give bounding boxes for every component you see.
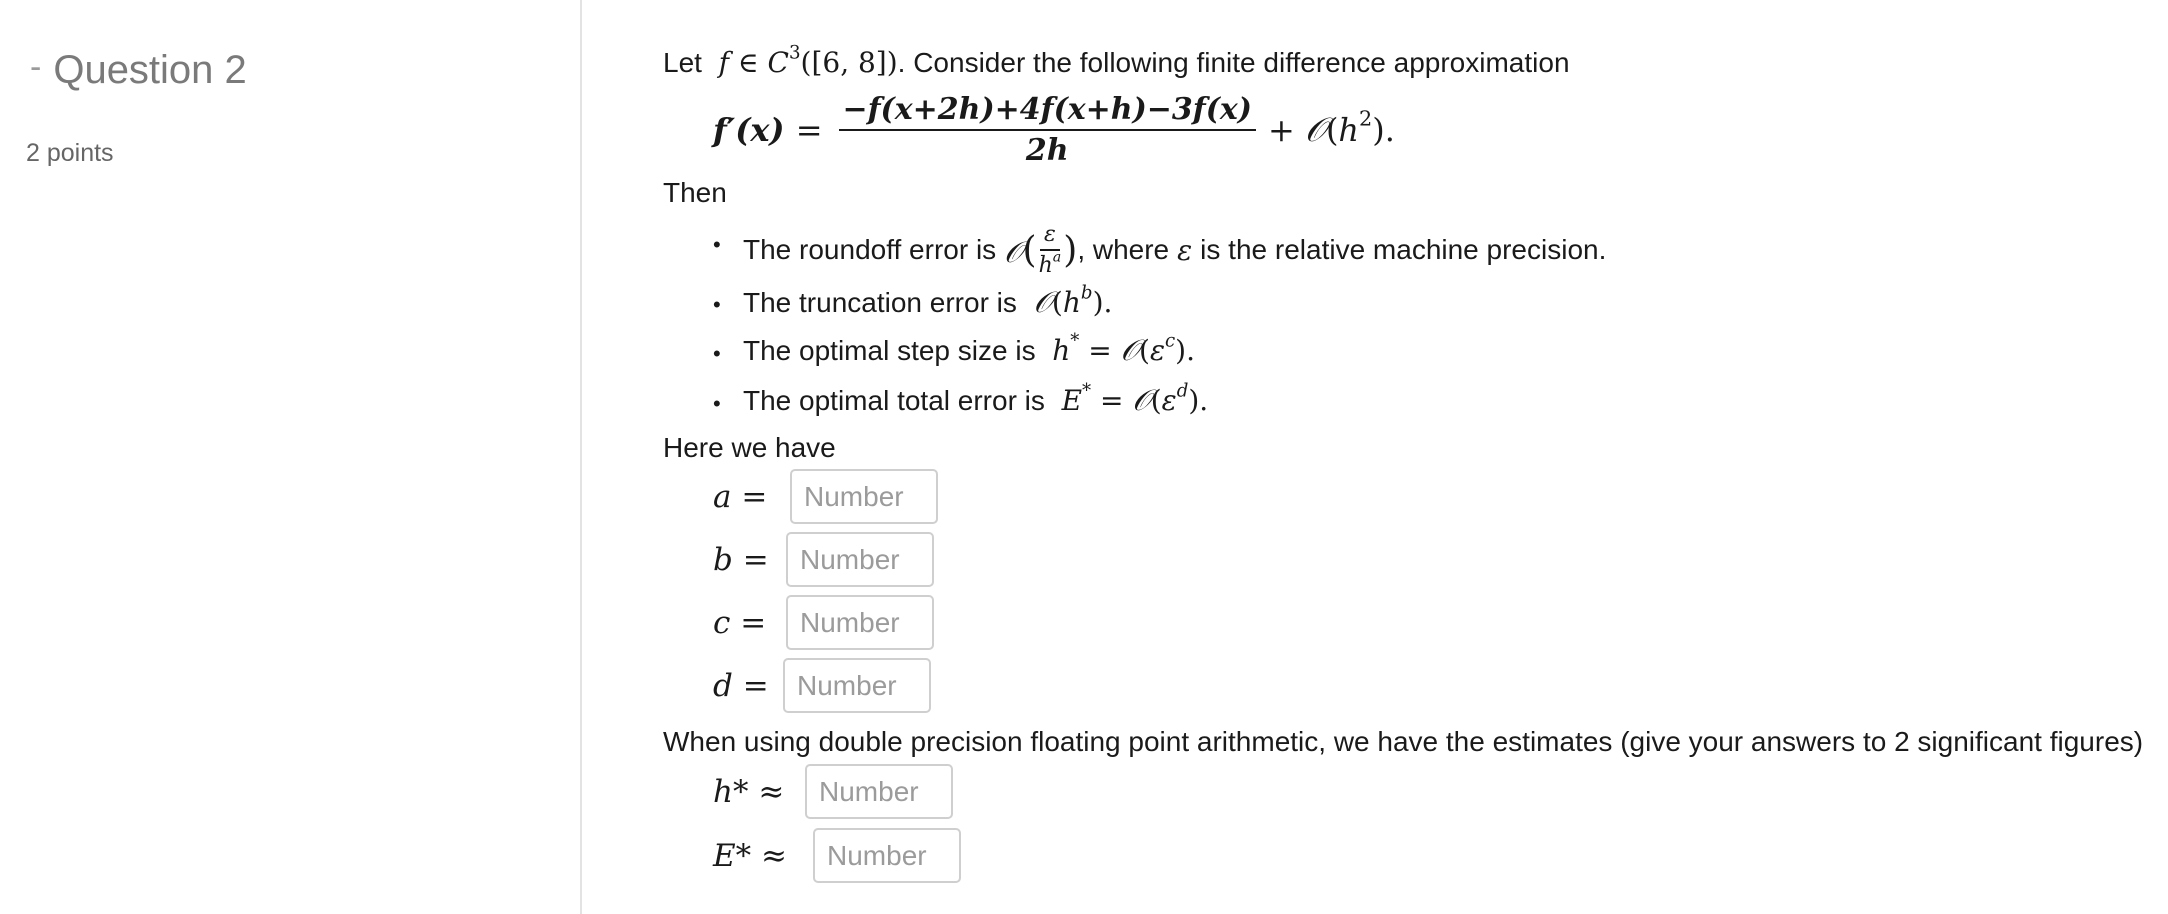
answer-input-c[interactable]: [786, 595, 934, 650]
bullet-truncation: [743, 282, 1113, 320]
answer-label-c: c =: [713, 604, 767, 641]
formula-numerator: −f(x+2h)+4f(x+h)−3f(x): [839, 92, 1256, 131]
then-label: Then: [663, 177, 727, 208]
intro-math: f ∈ $C^3([6$, 8]): [709, 42, 898, 79]
bullet-step-size: [743, 330, 1195, 368]
total-error-math: $E^* = 𝒪(\varepsilon^d)$.: [1052, 380, 1209, 417]
formula-lhs: f′(x) =: [713, 111, 823, 149]
answer-label-b: b =: [713, 541, 769, 578]
bullet-roundoff-where: , where: [1077, 234, 1170, 265]
answer-input-e-star[interactable]: [813, 828, 961, 883]
collapse-icon[interactable]: -: [30, 47, 42, 86]
here-label: Here we have: [663, 432, 836, 463]
answer-row-e-star: [713, 828, 961, 883]
answer-input-h-star[interactable]: [805, 764, 953, 819]
truncation-math: $𝒪(h^b)$.: [1033, 282, 1113, 319]
question-header: [30, 48, 247, 93]
bullet-dot-icon: •: [713, 232, 721, 257]
answer-row-d: [713, 658, 931, 713]
roundoff-fraction: [1039, 222, 1062, 278]
answer-input-a[interactable]: [790, 469, 938, 524]
intro-consider: . Consider the following finite difference approximation: [897, 47, 1570, 78]
answer-label-d: d =: [713, 667, 769, 704]
bullet-total-error-prefix: The optimal total error is: [743, 385, 1045, 416]
bullet-total-error: [743, 380, 1209, 418]
formula-denominator: 2h: [1025, 133, 1069, 168]
points-label: 2 points: [26, 139, 114, 167]
intro-line: [663, 42, 1570, 79]
roundoff-numerator: ε: [1040, 222, 1060, 251]
answer-row-b: [713, 532, 934, 587]
answer-input-d[interactable]: [783, 658, 931, 713]
answer-label-a: a =: [713, 478, 768, 515]
roundoff-denominator: $h^a$: [1038, 249, 1062, 278]
bullet-step-size-prefix: The optimal step size is: [743, 335, 1036, 366]
question-body: [663, 0, 2163, 914]
answer-label-h-star: h* ≈: [713, 773, 785, 810]
bullet-roundoff: [743, 222, 1606, 278]
question-sidebar: [0, 0, 582, 914]
bullet-roundoff-prefix: The roundoff error is: [743, 234, 997, 265]
formula-fraction: [839, 92, 1256, 168]
step-size-math: $h^* = 𝒪(\varepsilon^c)$.: [1043, 330, 1195, 367]
question-title: Question 2: [53, 48, 247, 92]
formula-display: [713, 92, 1395, 168]
answer-input-b[interactable]: [786, 532, 934, 587]
answer-label-e-star: E* ≈: [713, 837, 787, 874]
answer-row-a: [713, 469, 938, 524]
bullet-truncation-prefix: The truncation error is: [743, 287, 1017, 318]
bullet-dot-icon: •: [713, 292, 721, 317]
answer-row-c: [713, 595, 934, 650]
formula-order-term: + $𝒪(h^2)$.: [1267, 106, 1395, 149]
epsilon-symbol: ε: [1177, 233, 1193, 267]
bullet-roundoff-suffix: is the relative machine precision.: [1200, 234, 1607, 265]
answer-row-h-star: [713, 764, 953, 819]
bullet-dot-icon: •: [713, 341, 721, 366]
intro-let: Let: [663, 47, 702, 78]
roundoff-close: ): [1063, 229, 1078, 271]
roundoff-math: 𝒪(: [1004, 229, 1037, 271]
bullet-dot-icon: •: [713, 391, 721, 416]
double-precision-text: When using double precision floating point arithmetic, we have the estimates (give your answers to 2 significant figures): [663, 726, 2144, 757]
